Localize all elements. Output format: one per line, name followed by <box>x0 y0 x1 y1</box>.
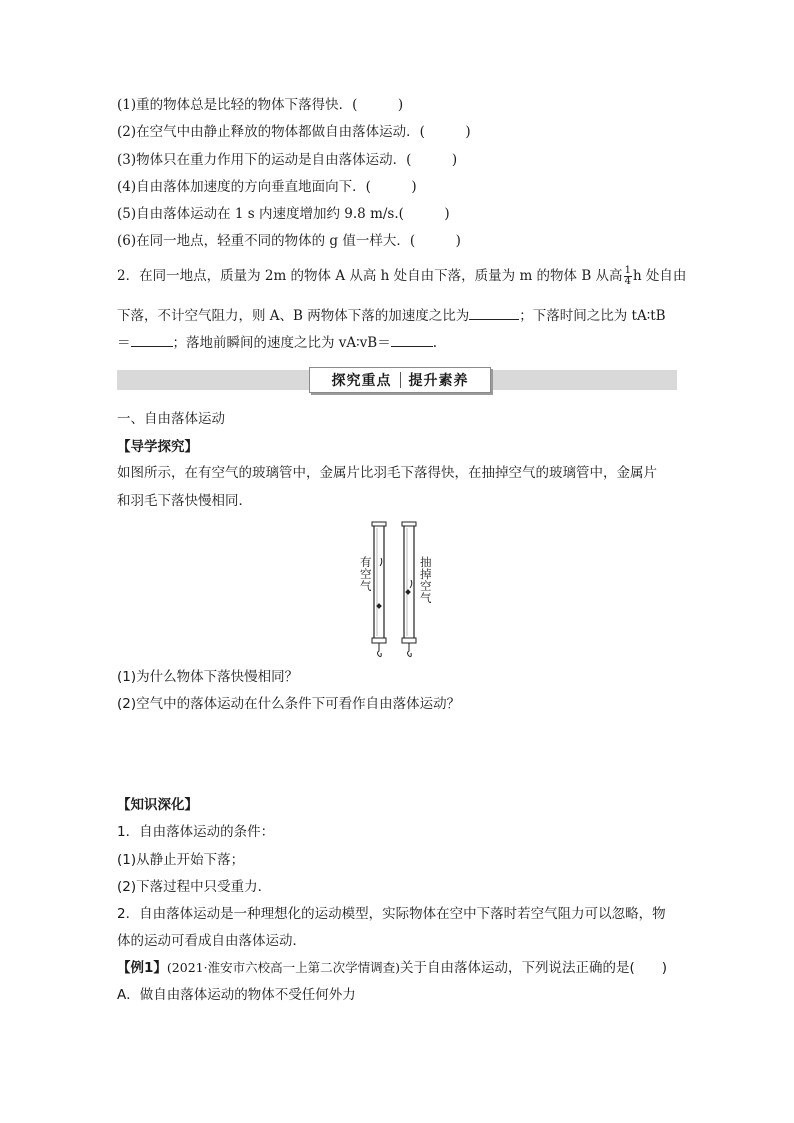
knowledge-item-1b: (2)下落过程中只受重力． <box>117 879 272 895</box>
equals-sign: ＝ <box>117 335 131 351</box>
problem2-line2 <box>117 305 666 325</box>
tube-label-with-air: 有空气 <box>360 555 372 593</box>
tube-label-vacuum: 抽掉空气 <box>420 555 432 605</box>
example-stem: 关于自由落体运动，下列说法正确的是( ) <box>399 960 667 976</box>
problem2-line2-text: 下落，不计空气阻力，则 A、B 两物体下落的加速度之比为 <box>117 308 470 324</box>
answer-blank-velocity-ratio[interactable] <box>391 332 433 347</box>
fraction-one-quarter <box>624 266 632 287</box>
example-label: 【例1】 <box>117 960 167 976</box>
problem2-line3-text: ；落地前瞬间的速度之比为 vA∶vB＝ <box>172 335 391 351</box>
question-3: (3)物体只在重力作用下的运动是自由落体运动．( ) <box>117 152 458 168</box>
answer-blank-acceleration-ratio[interactable] <box>469 305 519 320</box>
period: . <box>432 335 438 351</box>
example-option-a: A．做自由落体运动的物体不受任何外力 <box>117 987 356 1003</box>
fraction-denominator: 4 <box>624 276 631 287</box>
question-5: (5)自由落体运动在 1 s 内速度增加约 9.8 m/s.( ) <box>117 206 450 222</box>
knowledge-item-1: 1．自由落体运动的条件： <box>117 824 275 840</box>
example-1 <box>117 959 667 977</box>
glass-tube-figure <box>356 518 446 663</box>
knowledge-item-2-line1: 2．自由落体运动是一种理想化的运动模型，实际物体在空中下落时若空气阻力可以忽略，物 <box>117 906 666 922</box>
answer-blank-time-ratio[interactable] <box>131 332 173 347</box>
question-6: (6)在同一地点，轻重不同的物体的 g 值一样大．( ) <box>117 233 461 249</box>
guide-heading: 【导学探究】 <box>117 439 198 455</box>
section-banner <box>309 367 491 393</box>
problem2-line2-text-b: ；下落时间之比为 tA∶tB <box>519 308 666 324</box>
knowledge-heading: 【知识深化】 <box>117 797 198 813</box>
problem2-text-a: 2．在同一地点，质量为 2m 的物体 A 从高 h 处自由下落，质量为 m 的物体 B 从高 <box>117 268 623 284</box>
problem2-text-b: h 处自由 <box>632 268 687 284</box>
banner-divider <box>400 372 401 388</box>
fraction-numerator: 1 <box>624 265 631 276</box>
inquiry-question-2: (2)空气中的落体运动在什么条件下可看作自由落体运动？ <box>117 696 461 712</box>
inquiry-question-1: (1)为什么物体下落快慢相同？ <box>117 669 299 685</box>
intro-line-1: 如图所示，在有空气的玻璃管中，金属片比羽毛下落得快，在抽掉空气的玻璃管中，金属片 <box>117 465 657 481</box>
banner-left-label: 探究重点 <box>331 373 392 389</box>
question-1: (1)重的物体总是比轻的物体下落得快．( ) <box>117 97 404 113</box>
problem2-line1 <box>117 266 686 287</box>
intro-line-2: 和羽毛下落快慢相同． <box>117 493 252 509</box>
problem2-line3 <box>117 332 437 352</box>
question-4: (4)自由落体加速度的方向垂直地面向下．( ) <box>117 179 417 195</box>
knowledge-item-1a: (1)从静止开始下落； <box>117 852 245 868</box>
question-2: (2)在空气中由静止释放的物体都做自由落体运动．( ) <box>117 124 471 140</box>
section-title: 一、自由落体运动 <box>117 411 225 427</box>
example-source: (2021·淮安市六校高一上第二次学情调查) <box>166 960 400 975</box>
banner-right-label: 提升素养 <box>408 373 469 389</box>
knowledge-item-2-line2: 体的运动可看成自由落体运动． <box>117 933 306 949</box>
